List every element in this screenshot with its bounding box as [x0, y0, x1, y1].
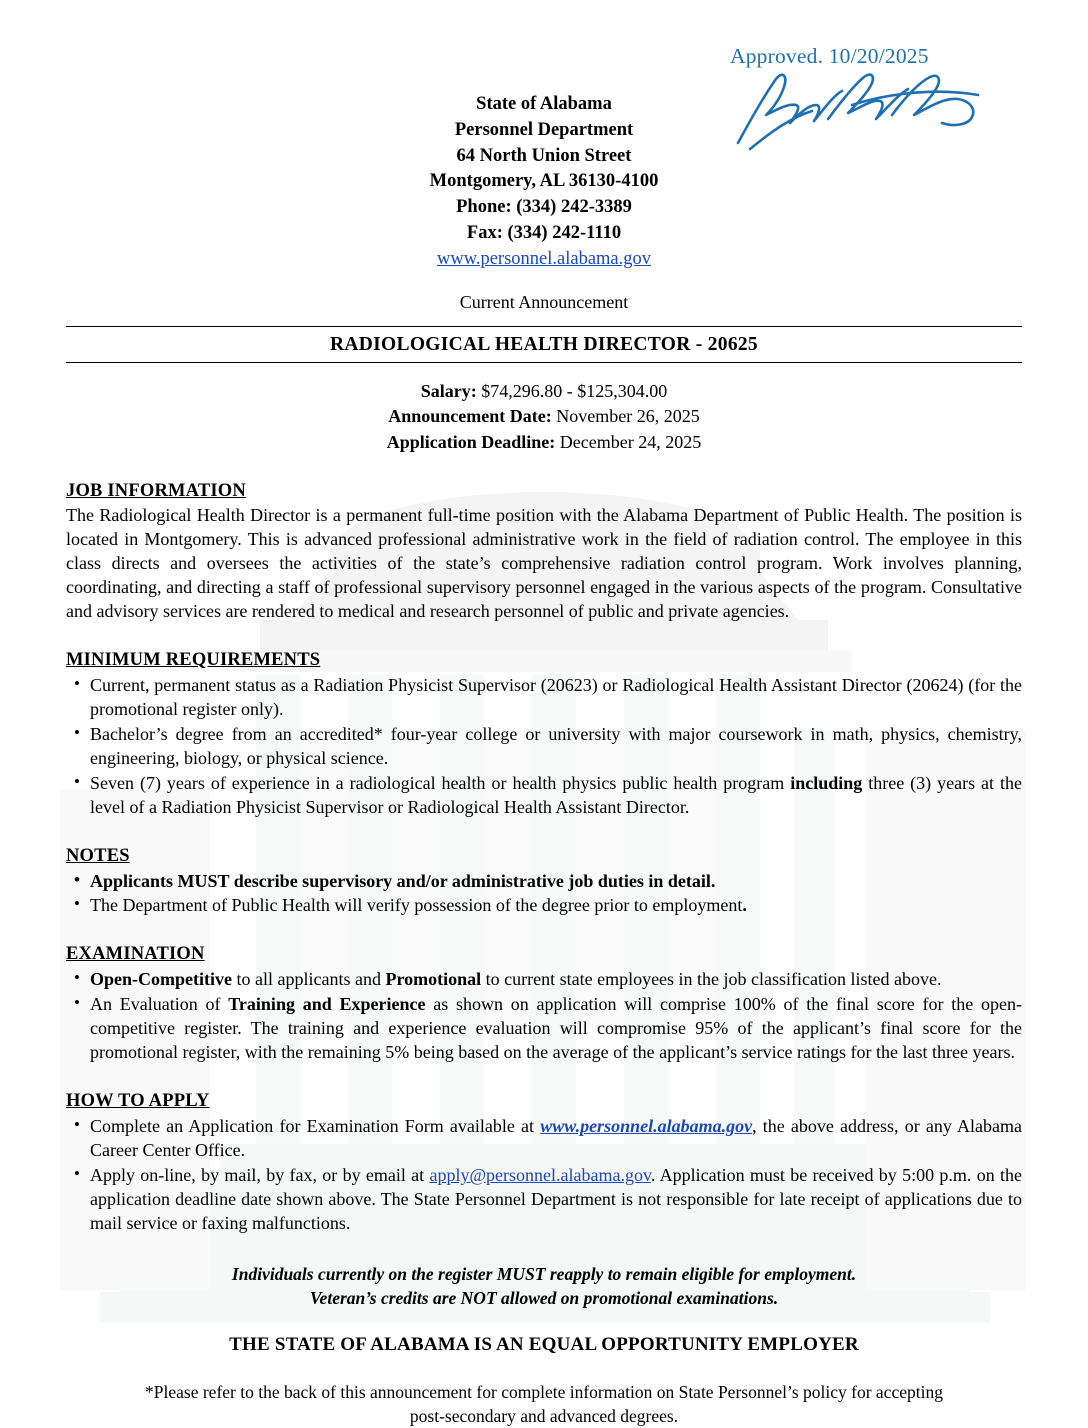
footnote-line-2: post-secondary and advanced degrees.: [409, 1406, 679, 1427]
exam-open-competitive-label: Open-Competitive: [90, 969, 232, 990]
apply-text-post: , the above address, or any Alabama Career Center Office.: [90, 1116, 1022, 1161]
letterhead-line-3: 64 North Union Street: [456, 145, 632, 166]
letterhead-line-2: Personnel Department: [454, 119, 634, 140]
application-deadline-label: Application Deadline:: [386, 431, 556, 452]
list-item: [66, 968, 1022, 992]
letterhead-line-5: Phone: (334) 242-3389: [456, 197, 632, 218]
minimum-requirements-list: [66, 674, 1022, 820]
section-heading-how-to-apply: HOW TO APPLY: [66, 1091, 210, 1112]
list-item: [66, 1115, 1022, 1163]
section-heading-job-information: JOB INFORMATION: [66, 481, 246, 502]
approval-stamp: [730, 44, 1030, 156]
exam-training-experience-label: Training and Experience: [228, 994, 426, 1015]
announcement-date-value: November 26, 2025: [551, 406, 700, 427]
section-heading-notes: NOTES: [66, 845, 130, 866]
examination-list: [66, 968, 1022, 1065]
exam-text-post: to current state employees in the job classification listed above.: [481, 969, 942, 990]
page-title: RADIOLOGICAL HEALTH DIRECTOR - 20625: [330, 333, 758, 355]
footnote: [66, 1380, 1022, 1428]
salary-label: Salary:: [420, 380, 477, 401]
announcement-date-line: [66, 404, 1022, 430]
salary-value: $74,296.80 - $125,304.00: [476, 380, 668, 401]
footnote-line-1: *Please refer to the back of this announcement for complete information on State Personnel’s policy for accepting: [145, 1382, 943, 1403]
letterhead-line-6: Fax: (334) 242-1110: [466, 222, 622, 243]
how-to-apply-list: [66, 1115, 1022, 1236]
apply-email-text-post: . Application must be received by 5:00 p.m. on the application deadline date shown above. The State Personnel Department is not responsible for late receipt of applications due to mail service or faxing malfunctions.: [90, 1165, 1022, 1233]
apply-text-pre: Complete an Application for Examination Form available at: [90, 1116, 541, 1137]
exam-eval-text-pre: An Evaluation of: [90, 994, 229, 1015]
list-item: [66, 1164, 1022, 1236]
closing-line-2: Veteran’s credits are NOT allowed on promotional examinations.: [309, 1287, 779, 1308]
application-deadline-value: December 24, 2025: [555, 431, 702, 452]
list-item: [66, 894, 1022, 918]
application-form-link[interactable]: www.personnel.alabama.gov: [540, 1116, 753, 1137]
equal-opportunity-statement: THE STATE OF ALABAMA IS AN EQUAL OPPORTUNITY EMPLOYER: [229, 1334, 859, 1356]
letterhead-line-4: Montgomery, AL 36130-4100: [429, 171, 659, 192]
announcement-date-label: Announcement Date:: [388, 406, 552, 427]
closing-line-1: Individuals currently on the register MUST reapply to remain eligible for employment.: [231, 1263, 857, 1284]
section-heading-examination: EXAMINATION: [66, 944, 205, 965]
exam-eval-text-post: as shown on application will comprise 100% of the final score for the open-competitive register. The training and experience evaluation will compromise 95% of the applicant’s final score for the promotional register, with the remaining 5% being based on the average of the applicant’s service ratings for the last three years.: [90, 994, 1022, 1063]
announcement-meta: [66, 379, 1022, 456]
letterhead-line-1: State of Alabama: [476, 94, 612, 114]
requirement-text-post: three (3) years at the level of a Radiation Physicist Supervisor or Radiological Health Assistant Director.: [90, 772, 1022, 817]
list-item: [66, 772, 1022, 820]
apply-email-link[interactable]: apply@personnel.alabama.gov: [429, 1165, 651, 1186]
note-text-emphasis: .: [742, 895, 747, 916]
requirement-text-emphasis: including: [790, 772, 863, 793]
list-item: [66, 993, 1022, 1065]
section-heading-minimum-requirements: MINIMUM REQUIREMENTS: [66, 649, 321, 670]
current-announcement-label: Current Announcement: [459, 291, 629, 312]
exam-promotional-label: Promotional: [385, 969, 482, 990]
website-link[interactable]: www.personnel.alabama.gov: [436, 248, 652, 269]
requirement-text-pre: Seven (7) years of experience in a radiological health or health physics public health program: [90, 772, 791, 793]
note-text: The Department of Public Health will verify possession of the degree prior to employment: [90, 895, 743, 916]
list-item: • Applicants MUST describe supervisory and/or administrative job duties in detail.: [66, 870, 1022, 894]
list-item: • Bachelor’s degree from an accredited* four-year college or university with major coursework in math, physics, chemistry, engineering, biology, or physical science.: [66, 723, 1022, 771]
closing-statements: [66, 1262, 1022, 1310]
notes-list: [66, 870, 1022, 919]
apply-email-text-pre: Apply on-line, by mail, by fax, or by email at: [90, 1165, 430, 1186]
salary-line: [66, 379, 1022, 405]
signature-icon: [732, 65, 992, 151]
title-rule-bottom: [66, 362, 1022, 363]
list-item: • Current, permanent status as a Radiation Physicist Supervisor (20623) or Radiological Health Assistant Director (20624) (for the promotional register only).: [66, 674, 1022, 722]
exam-text-mid: to all applicants and: [231, 969, 386, 990]
job-information-body: The Radiological Health Director is a permanent full-time position with the Alabama Department of Public Health. The position is located in Montgomery. This is advanced professional administrative work in the field of radiation control. The employee in this class directs and oversees the activities of the state’s comprehensive radiation control program. Work involves planning, coordinating, and directing a staff of professional supervisory personnel engaged in the various aspects of the program. Consultative and advisory services are rendered to medical and research personnel of public and private agencies.: [66, 505, 1022, 621]
application-deadline-line: [66, 430, 1022, 456]
approval-date-text: Approved. 10/20/2025: [730, 44, 929, 68]
